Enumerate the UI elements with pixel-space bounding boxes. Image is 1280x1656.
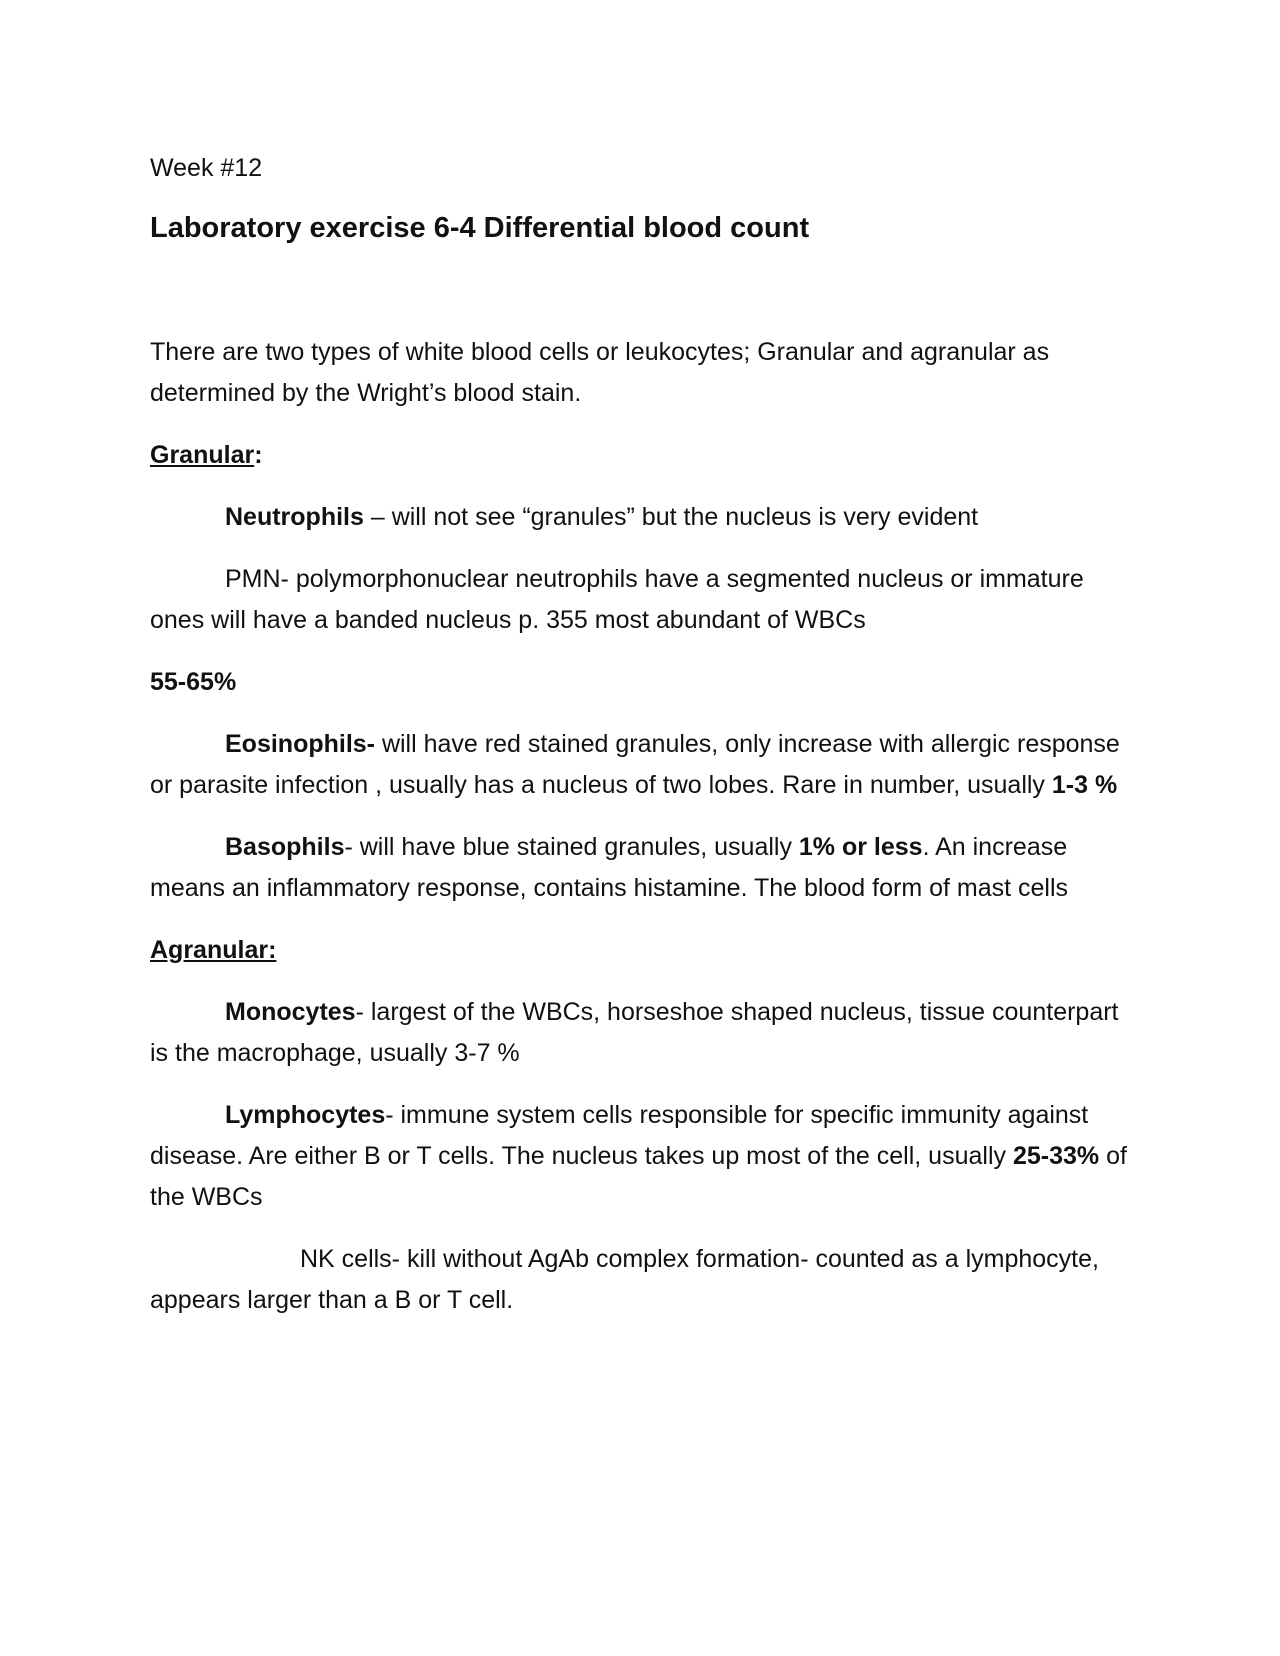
document-page — [150, 148, 1140, 1342]
basophils-paragraph — [150, 827, 1140, 909]
eosinophils-percent: 1-3 % — [1051, 771, 1118, 799]
monocytes-description: - largest of the WBCs, horseshoe shaped nucleus, tissue counterpart is the macrophage, usually 3-7 % — [150, 998, 1119, 1067]
basophils-description-a: - will have blue stained granules, usually — [344, 833, 799, 861]
agranular-heading — [150, 930, 1140, 971]
monocytes-paragraph — [150, 992, 1140, 1074]
week-label: Week #12 — [150, 154, 263, 182]
eosinophils-description: will have red stained granules, only increase with allergic response or parasite infection , usually has a nucleus of two lobes. Rare in number, usually — [150, 730, 1120, 799]
eosinophils-paragraph — [150, 724, 1140, 806]
lymphocytes-term: Lymphocytes — [225, 1101, 386, 1129]
lymphocytes-description-b: of the WBCs — [150, 1142, 1127, 1211]
agranular-heading-text: Agranular: — [150, 936, 277, 964]
eosinophils-term: Eosinophils- — [225, 730, 375, 758]
basophils-description-b: . An increase means an inflammatory response, contains histamine. The blood form of mast cells — [150, 833, 1069, 902]
lymphocytes-description-a: - immune system cells responsible for specific immunity against disease. Are either B or T cells. The nucleus takes up most of the cell, usually — [150, 1101, 1089, 1170]
neutrophil-percent-value: 55-65% — [150, 668, 237, 696]
neutrophils-term: Neutrophils — [225, 503, 364, 531]
basophils-percent: 1% or less — [798, 833, 923, 861]
granular-heading-text: Granular — [150, 441, 255, 469]
neutrophil-percent — [150, 662, 1140, 703]
lymphocytes-paragraph — [150, 1095, 1140, 1218]
monocytes-term: Monocytes — [225, 998, 356, 1026]
neutrophils-paragraph — [150, 497, 1140, 538]
page-title: Laboratory exercise 6-4 Differential blood count — [150, 212, 810, 244]
neutrophils-description: – will not see “granules” but the nucleus is very evident — [363, 503, 979, 531]
granular-heading-colon: : — [254, 441, 263, 469]
lymphocytes-percent: 25-33% — [1012, 1142, 1100, 1170]
basophils-term: Basophils — [225, 833, 345, 861]
intro-paragraph: There are two types of white blood cells or leukocytes; Granular and agranular as determined by the Wright’s blood stain. — [150, 338, 1050, 407]
granular-heading — [150, 435, 1140, 476]
nk-cells-paragraph: NK cells- kill without AgAb complex formation- counted as a lymphocyte, appears larger than a B or T cell. — [150, 1245, 1099, 1314]
pmn-paragraph: PMN- polymorphonuclear neutrophils have a segmented nucleus or immature ones will have a banded nucleus p. 355 most abundant of WBCs — [150, 565, 1084, 634]
